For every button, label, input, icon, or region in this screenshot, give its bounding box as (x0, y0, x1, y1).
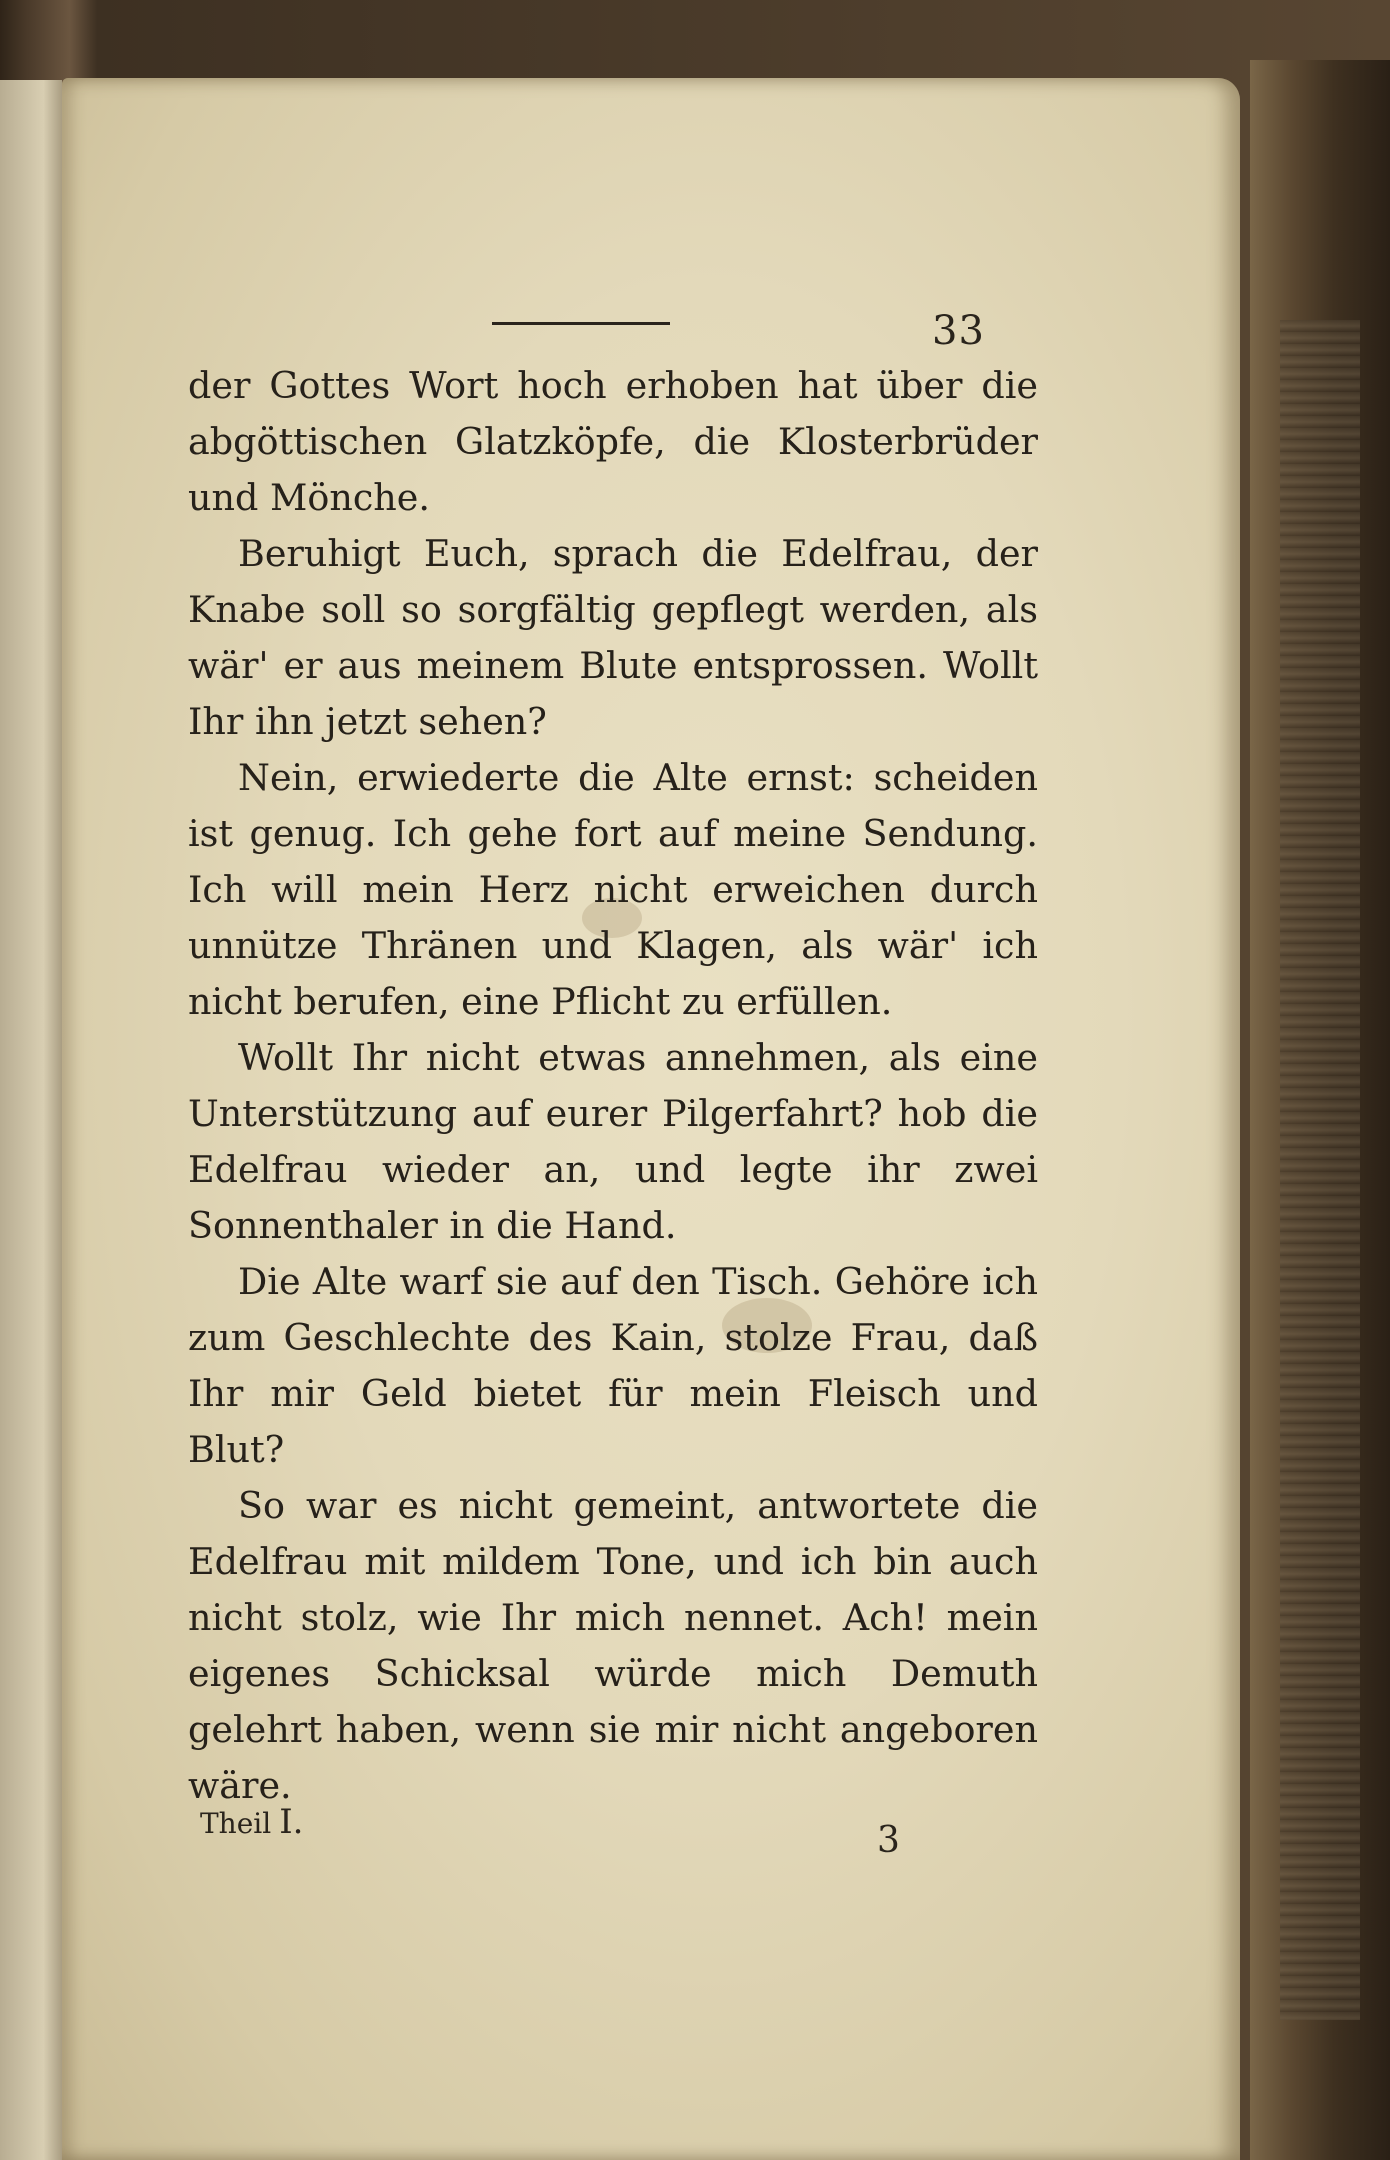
volume-label: Theil (200, 1807, 272, 1840)
page-number: 33 (932, 308, 985, 354)
signature-mark: 3 (877, 1820, 900, 1861)
volume-number: I. (279, 1802, 304, 1842)
paragraph: So war es nicht gemeint, antwortete die Edelfrau mit mildem Tone, und ich bin auch nicht stolz, wie Ihr mich nennet. Ach! mein eigenes Schicksal würde mich Demuth gelehrt haben, wenn sie mir nicht angeboren wäre. (188, 1484, 1038, 1807)
book-cover-edge (1250, 60, 1390, 2160)
paragraph: Beruhigt Euch, sprach die Edelfrau, der Knabe soll so sorgfältig gepflegt werden, als wär' er aus meinem Blute entsprossen. Wollt Ihr ihn jetzt sehen? (188, 532, 1038, 743)
previous-page-edge (0, 80, 62, 2160)
header-rule (492, 322, 670, 325)
book-page (62, 78, 1240, 2160)
body-text (188, 358, 1038, 1814)
paragraph: der Gottes Wort hoch erhoben hat über die abgöttischen Glatzköpfe, die Klosterbrüder und Mönche. (188, 364, 1038, 519)
paragraph: Die Alte warf sie auf den Tisch. Gehöre ich zum Geschlechte des Kain, stolze Frau, daß Ihr mir Geld bietet für mein Fleisch und Blut? (188, 1260, 1038, 1471)
volume-footer (200, 1802, 303, 1842)
paragraph: Nein, erwiederte die Alte ernst: scheiden ist genug. Ich gehe fort auf meine Sendung. Ich will mein Herz nicht erweichen durch unnütze Thränen und Klagen, als wär' ich nicht berufen, eine Pflicht zu erfüllen. (188, 756, 1038, 1023)
paragraph: Wollt Ihr nicht etwas annehmen, als eine Unterstützung auf eurer Pilgerfahrt? hob die Edelfrau wieder an, und legte ihr zwei Sonnenthaler in die Hand. (188, 1036, 1038, 1247)
